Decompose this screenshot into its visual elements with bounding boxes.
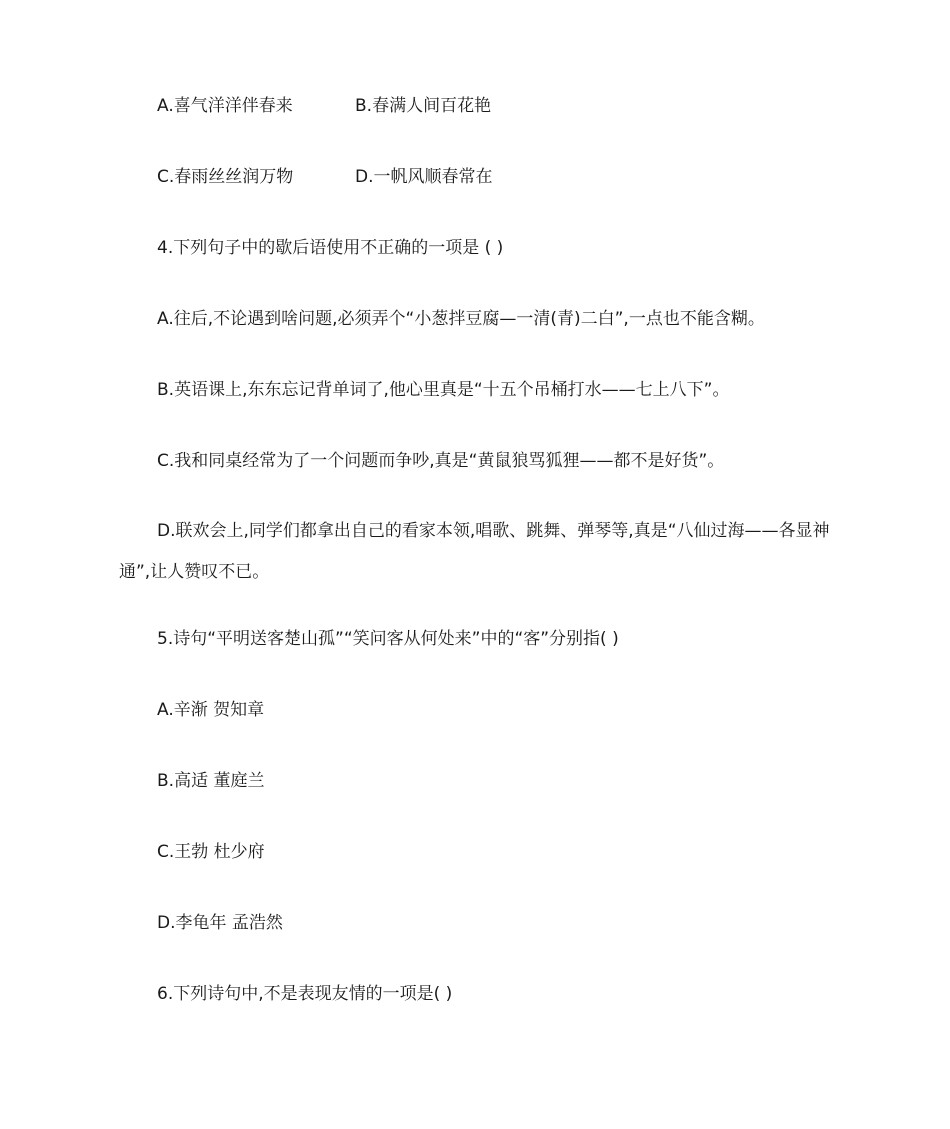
q5-option-a: A.辛渐 贺知章 — [157, 700, 265, 720]
q3-option-d: D.一帆风顺春常在 — [355, 167, 493, 187]
q4-option-c: C.我和同桌经常为了一个问题而争吵,真是“黄鼠狼骂狐狸——都不是好货”。 — [157, 451, 725, 471]
q5-option-c: C.王勃 杜少府 — [157, 842, 265, 862]
q4-stem: 4.下列句子中的歇后语使用不正确的一项是 ( ) — [157, 238, 504, 258]
q4-option-d: D.联欢会上,同学们都拿出自己的看家本领,唱歌、跳舞、弹琴等,真是“八仙过海——各显神通”,让人赞叹不已。 — [119, 521, 830, 582]
q3-options-row-2 — [157, 166, 493, 188]
q5-option-b: B.高适 董庭兰 — [157, 771, 265, 791]
q5-stem: 5.诗句“平明送客楚山孤”“笑问客从何处来”中的“客”分别指( ) — [157, 629, 619, 649]
q3-option-b: B.春满人间百花艳 — [355, 96, 492, 116]
q5-option-d: D.李龟年 孟浩然 — [157, 913, 283, 933]
q4-option-b: B.英语课上,东东忘记背单词了,他心里真是“十五个吊桶打水——七上八下”。 — [157, 380, 730, 400]
q3-option-a: A.喜气洋洋伴春来 — [157, 96, 293, 116]
q3-option-c: C.春雨丝丝润万物 — [157, 167, 294, 187]
q3-options-row-1 — [157, 95, 492, 117]
q6-stem: 6.下列诗句中,不是表现友情的一项是( ) — [157, 984, 453, 1004]
q4-option-a: A.往后,不论遇到啥问题,必须弄个“小葱拌豆腐—一清(青)二白”,一点也不能含糊。 — [157, 309, 765, 329]
